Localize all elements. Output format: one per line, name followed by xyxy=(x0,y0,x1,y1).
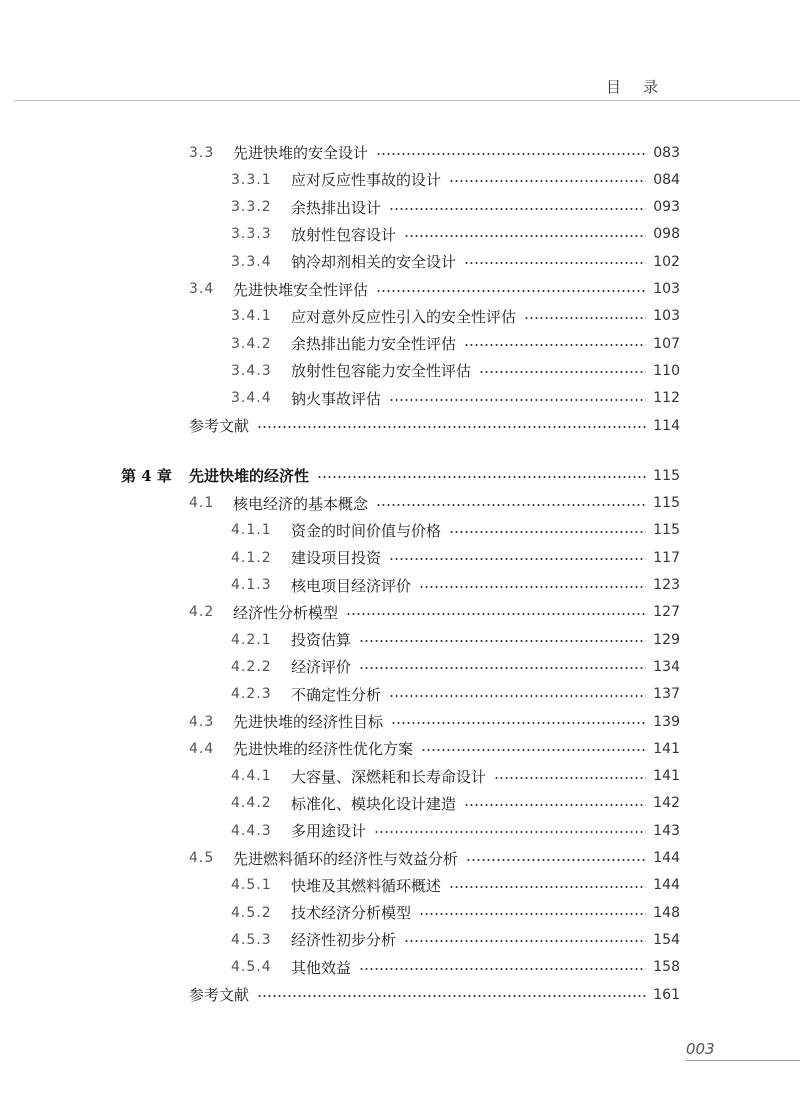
toc-entry[interactable] xyxy=(0,708,800,735)
toc-entry-title: 先进快堆的安全设计 xyxy=(233,144,369,162)
toc-entry-number: 3.3.4 xyxy=(231,253,272,270)
toc-entry-number: 4.5.1 xyxy=(231,877,272,894)
toc-page-number: 144 xyxy=(653,877,680,894)
toc-leader-dots xyxy=(479,371,646,373)
toc-entry[interactable] xyxy=(0,248,800,275)
toc-entry-title: 核电项目经济评价 xyxy=(291,576,412,595)
toc-page-number: 137 xyxy=(653,686,680,703)
toc-leader-dots xyxy=(376,504,646,506)
toc-entry[interactable] xyxy=(0,139,800,166)
toc-entry[interactable] xyxy=(0,544,800,571)
toc-leader-dots xyxy=(389,695,646,697)
toc-leader-dots xyxy=(449,180,646,182)
toc-page-number: 114 xyxy=(653,417,680,434)
toc-leader-dots xyxy=(317,476,646,478)
toc-entry-title: 核电经济的基本概念 xyxy=(233,494,369,513)
toc-entry-title: 先进燃料循环的经济性与效益分析 xyxy=(233,849,459,868)
toc-entry-title: 放射性包容能力安全性评估 xyxy=(291,362,472,381)
toc-entry[interactable] xyxy=(0,626,800,653)
toc-page-number: 148 xyxy=(653,904,680,921)
toc-entry-number: 3.3.2 xyxy=(231,199,272,216)
toc-leader-dots xyxy=(464,804,646,806)
toc-entry[interactable] xyxy=(0,981,800,1008)
toc-leader-dots xyxy=(464,262,646,264)
toc-entry-title: 钠冷却剂相关的安全设计 xyxy=(291,253,457,272)
toc-entry-number: 4.1 xyxy=(189,495,215,512)
toc-entry-number: 4.2.3 xyxy=(231,686,272,703)
toc-entry[interactable] xyxy=(0,735,800,762)
toc-entry[interactable] xyxy=(0,357,800,384)
toc-entry[interactable] xyxy=(0,872,800,899)
toc-entry-title: 参考文献 xyxy=(189,986,250,1004)
toc-leader-dots xyxy=(464,344,646,346)
toc-entry[interactable] xyxy=(0,385,800,412)
toc-page-number: 123 xyxy=(653,577,680,593)
toc-leader-dots xyxy=(524,317,646,319)
toc-entry-number: 3.4.3 xyxy=(231,362,272,379)
toc-entry-number: 4.1.2 xyxy=(231,549,272,566)
toc-entry-title: 多用途设计 xyxy=(291,822,367,841)
toc-page-number: 102 xyxy=(653,253,680,270)
toc-entry[interactable] xyxy=(0,926,800,953)
toc-entry-title: 快堆及其燃料循环概述 xyxy=(291,876,442,895)
toc-entry-title: 经济性分析模型 xyxy=(233,603,339,622)
toc-entry-title: 大容量、深燃耗和长寿命设计 xyxy=(291,767,487,786)
toc-entry-number: 4.1.3 xyxy=(231,577,272,593)
toc-leader-dots xyxy=(359,968,646,970)
toc-entry[interactable] xyxy=(0,330,800,357)
toc-entry-number: 4.4.2 xyxy=(231,795,272,812)
toc-entry[interactable] xyxy=(0,790,800,817)
toc-leader-dots xyxy=(419,586,646,588)
toc-entry-number: 4.5 xyxy=(189,850,215,866)
toc-page-number: 115 xyxy=(653,467,680,484)
toc-page-number: 093 xyxy=(653,199,680,216)
toc-entry-title: 其他效益 xyxy=(291,958,352,977)
toc-entry-number: 3.3.3 xyxy=(231,226,272,243)
toc-entry-number: 4.2 xyxy=(189,604,215,621)
toc-leader-dots xyxy=(419,913,646,915)
toc-page-number: 141 xyxy=(653,740,680,757)
toc-entry-title: 标准化、模块化设计建造 xyxy=(291,794,457,813)
toc-entry-number: 4.4.3 xyxy=(231,822,272,839)
toc-entry-number: 4.2.1 xyxy=(231,631,272,648)
toc-entry[interactable] xyxy=(0,166,800,193)
toc-entry-number: 4.5.2 xyxy=(231,904,272,921)
toc-entry-title: 技术经济分析模型 xyxy=(291,904,412,923)
toc-page-number: 110 xyxy=(653,362,680,379)
toc-page-number: 141 xyxy=(653,768,680,785)
toc-entry[interactable] xyxy=(0,490,800,517)
toc-page-number: 142 xyxy=(653,795,680,812)
toc-entry-number: 4.5.3 xyxy=(231,931,272,948)
toc-page-number: 129 xyxy=(653,631,680,648)
toc-entry-title: 应对意外反应性引入的安全性评估 xyxy=(291,307,517,326)
toc-entry[interactable] xyxy=(0,763,800,790)
toc-leader-dots xyxy=(389,399,646,401)
toc-entry-title: 经济评价 xyxy=(291,658,352,677)
toc-page-number: 115 xyxy=(653,495,680,512)
toc-entry-title: 先进快堆的经济性目标 xyxy=(233,713,384,731)
toc-entry[interactable] xyxy=(0,954,800,981)
toc-page-number: 084 xyxy=(653,171,680,188)
toc-entry[interactable] xyxy=(0,412,800,439)
toc-leader-dots xyxy=(257,426,646,428)
toc-entry-title: 参考文献 xyxy=(189,417,250,435)
toc-page-number: 154 xyxy=(653,931,680,948)
toc-page-number: 143 xyxy=(653,822,680,839)
toc-entry-title: 先进快堆的经济性优化方案 xyxy=(233,740,414,759)
toc-entry-number: 4.1.1 xyxy=(231,522,272,539)
toc-entry-number: 3.4.1 xyxy=(231,308,272,325)
toc-entry[interactable] xyxy=(0,572,800,599)
toc-page-number: 103 xyxy=(653,308,680,325)
toc-page-number: 117 xyxy=(653,549,680,566)
toc-entry-title: 余热排出设计 xyxy=(291,198,382,217)
toc-page-number: 103 xyxy=(653,281,680,297)
toc-leader-dots xyxy=(404,940,646,942)
toc-page-number: 144 xyxy=(653,850,680,866)
toc-leader-dots xyxy=(374,831,646,833)
toc-entry-number: 3.4.2 xyxy=(231,335,272,352)
toc-entry-title: 经济性初步分析 xyxy=(291,931,397,950)
toc-entry-number: 4.5.4 xyxy=(231,959,272,976)
toc-page-number: 134 xyxy=(653,658,680,675)
toc-page-number: 107 xyxy=(653,335,680,352)
toc-entry[interactable] xyxy=(0,681,800,708)
header-rule xyxy=(14,100,800,101)
toc-leader-dots xyxy=(359,640,646,642)
toc-entry-number: 3.4 xyxy=(189,281,215,297)
toc-leader-dots xyxy=(389,208,646,210)
toc-entry-title: 不确定性分析 xyxy=(291,685,382,704)
toc-entry-number: 4.4.1 xyxy=(231,768,272,785)
toc-leader-dots xyxy=(404,235,646,237)
toc-leader-dots xyxy=(389,558,646,560)
toc-entry[interactable] xyxy=(0,899,800,926)
toc-entry-number: 4.3 xyxy=(189,713,215,730)
toc-page-number: 115 xyxy=(653,522,680,539)
toc-page-number: 083 xyxy=(653,144,680,161)
toc-leader-dots xyxy=(421,749,646,751)
footer-rule xyxy=(686,1060,800,1061)
toc-entry-number: 3.3.1 xyxy=(231,171,272,188)
toc-entry[interactable] xyxy=(0,194,800,221)
toc-entry-title: 资金的时间价值与价格 xyxy=(291,521,442,540)
toc-entry-title: 钠火事故评估 xyxy=(291,389,382,408)
toc-leader-dots xyxy=(449,886,646,888)
toc-page-number: 127 xyxy=(653,604,680,621)
toc-entry-title: 余热排出能力安全性评估 xyxy=(291,335,457,354)
toc-entry[interactable] xyxy=(0,599,800,626)
toc-leader-dots xyxy=(449,531,646,533)
toc-leader-dots xyxy=(376,153,646,155)
toc-entry-number: 3.3 xyxy=(189,144,215,161)
page-folio: 003 xyxy=(686,1040,715,1058)
toc-entry-title: 先进快堆安全性评估 xyxy=(233,280,369,299)
toc-leader-dots xyxy=(346,613,646,615)
toc-entry-title: 先进快堆的经济性 xyxy=(189,467,310,486)
toc-page-number: 098 xyxy=(653,226,680,243)
toc-leader-dots xyxy=(376,290,646,292)
toc-page-number: 158 xyxy=(653,959,680,976)
toc-page-number: 139 xyxy=(653,713,680,730)
toc-entry[interactable] xyxy=(0,221,800,248)
toc-entry-number: 4.2.2 xyxy=(231,658,272,675)
toc-leader-dots xyxy=(466,859,646,861)
toc-entry-title: 建设项目投资 xyxy=(291,549,382,568)
toc-entry[interactable] xyxy=(0,276,800,303)
toc-entry[interactable] xyxy=(0,517,800,544)
toc-entry[interactable] xyxy=(0,303,800,330)
toc-entry[interactable] xyxy=(0,653,800,680)
toc-page-number: 161 xyxy=(653,986,680,1003)
toc-entry-number: 3.4.4 xyxy=(231,390,272,407)
toc-entry-title: 投资估算 xyxy=(291,631,352,650)
toc-page-number: 112 xyxy=(653,390,680,407)
toc-entry-number: 4.4 xyxy=(189,740,215,757)
toc-entry[interactable] xyxy=(0,817,800,844)
toc-entry-title: 放射性包容设计 xyxy=(291,225,397,244)
toc-leader-dots xyxy=(359,667,646,669)
toc-leader-dots xyxy=(257,995,646,997)
toc-leader-dots xyxy=(391,722,646,724)
toc-chapter-entry[interactable] xyxy=(0,462,800,489)
toc-leader-dots xyxy=(494,777,646,779)
running-head: 目录 xyxy=(605,78,680,96)
toc-entry[interactable] xyxy=(0,845,800,872)
toc-entry-number: 第 4 章 xyxy=(121,467,172,486)
toc-entry-title: 应对反应性事故的设计 xyxy=(291,171,442,190)
